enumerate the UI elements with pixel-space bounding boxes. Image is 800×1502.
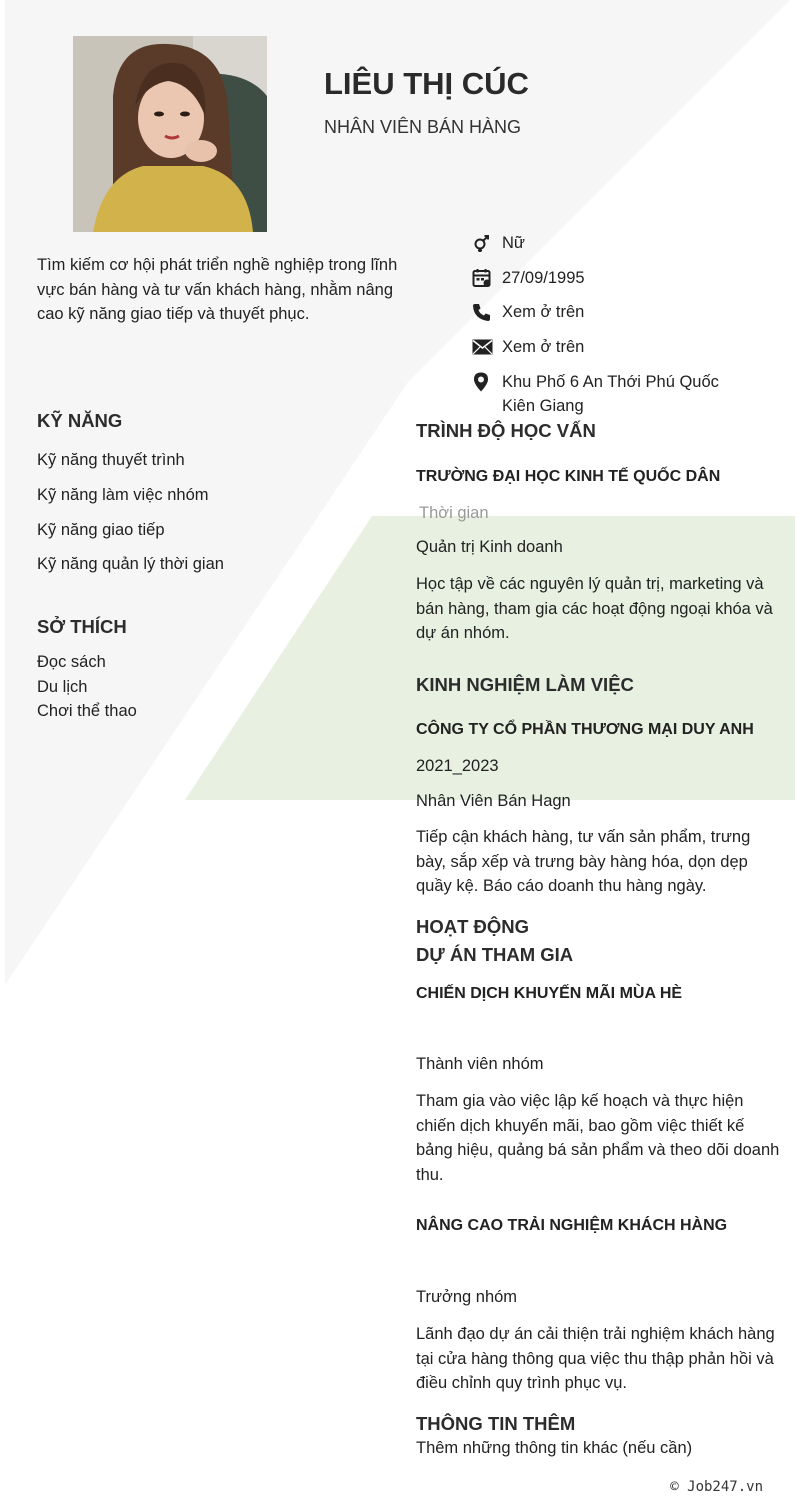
education-heading: TRÌNH ĐỘ HỌC VẤN	[416, 420, 596, 441]
skill-item: Kỹ năng thuyết trình	[37, 451, 185, 469]
education-description: Học tập về các nguyên lý quản trị, marketing và bán hàng, tham gia các hoạt động ngoại khóa và dự án nhóm.	[416, 575, 773, 642]
experience-time: 2021_2023	[416, 757, 499, 775]
map-pin-icon	[472, 370, 502, 394]
career-objective: Tìm kiếm cơ hội phát triển nghề nghiệp trong lĩnh vực bán hàng và tư vấn khách hàng, nhằm nâng cao kỹ năng giao tiếp và thuyết phục.	[37, 256, 398, 323]
skill-item: Kỹ năng giao tiếp	[37, 521, 165, 539]
email-value: Xem ở trên	[502, 338, 585, 356]
experience-description: Tiếp cận khách hàng, tư vấn sản phẩm, trưng bày, sắp xếp và trưng bày hàng hóa, dọn dẹp quầy kệ. Báo cáo doanh thu hàng ngày.	[416, 828, 751, 895]
skill-item: Kỹ năng làm việc nhóm	[37, 486, 209, 504]
hobby-item: Du lịch	[37, 677, 88, 696]
additional-heading: THÔNG TIN THÊM	[416, 1413, 576, 1434]
projects-heading: DỰ ÁN THAM GIA	[416, 944, 574, 965]
activities-heading: HOẠT ĐỘNG	[416, 916, 530, 937]
project-name: NÂNG CAO TRẢI NGHIỆM KHÁCH HÀNG	[416, 1217, 728, 1234]
education-major: Quản trị Kinh doanh	[416, 538, 563, 556]
skills-heading: KỸ NĂNG	[37, 410, 123, 431]
school-name: TRƯỜNG ĐẠI HỌC KINH TẾ QUỐC DÂN	[416, 468, 721, 485]
skill-item: Kỹ năng quản lý thời gian	[37, 555, 224, 573]
info-phone	[472, 300, 742, 324]
experience-heading: KINH NGHIỆM LÀM VIỆC	[416, 674, 634, 695]
envelope-icon	[472, 335, 502, 359]
hobby-item: Đọc sách	[37, 653, 106, 671]
project-description: Tham gia vào việc lập kế hoạch và thực hiện chiến dịch khuyến mãi, bao gồm việc thiết kế bảng hiệu, quảng bá sản phẩm và theo dõi doanh thu.	[416, 1092, 780, 1184]
project-role: Trưởng nhóm	[416, 1288, 518, 1306]
project-role: Thành viên nhóm	[416, 1055, 544, 1073]
education-time: Thời gian	[419, 504, 489, 522]
additional-text: Thêm những thông tin khác (nếu cần)	[416, 1439, 693, 1457]
hobby-item: Chơi thể thao	[37, 702, 137, 720]
company-name: CÔNG TY CỔ PHẦN THƯƠNG MẠI DUY ANH	[416, 721, 754, 738]
info-gender	[472, 231, 742, 255]
project-name: CHIẾN DỊCH KHUYẾN MÃI MÙA HÈ	[416, 985, 683, 1002]
info-birthday	[472, 266, 742, 290]
info-email	[472, 335, 742, 359]
footer-watermark: © Job247.vn	[670, 1479, 763, 1495]
phone-icon	[472, 300, 502, 324]
address-value: Khu Phố 6 An Thới Phú Quốc Kiên Giang	[502, 373, 719, 415]
hobbies-list	[37, 650, 137, 724]
experience-position: Nhân Viên Bán Hagn	[416, 792, 571, 810]
job-title: NHÂN VIÊN BÁN HÀNG	[324, 117, 522, 137]
project-description: Lãnh đạo dự án cải thiện trải nghiệm khách hàng tại cửa hàng thông qua việc thu thập phản hồi và điều chỉnh quy trình phục vụ.	[416, 1325, 775, 1392]
birthday-value: 27/09/1995	[502, 269, 585, 287]
gender-value: Nữ	[502, 234, 525, 252]
hobbies-heading: SỞ THÍCH	[37, 616, 127, 637]
phone-value: Xem ở trên	[502, 303, 585, 321]
info-address	[472, 370, 742, 418]
gender-icon	[472, 231, 502, 255]
profile-photo	[73, 36, 267, 232]
calendar-icon	[472, 266, 502, 290]
candidate-name: LIÊU THỊ CÚC	[324, 66, 529, 101]
